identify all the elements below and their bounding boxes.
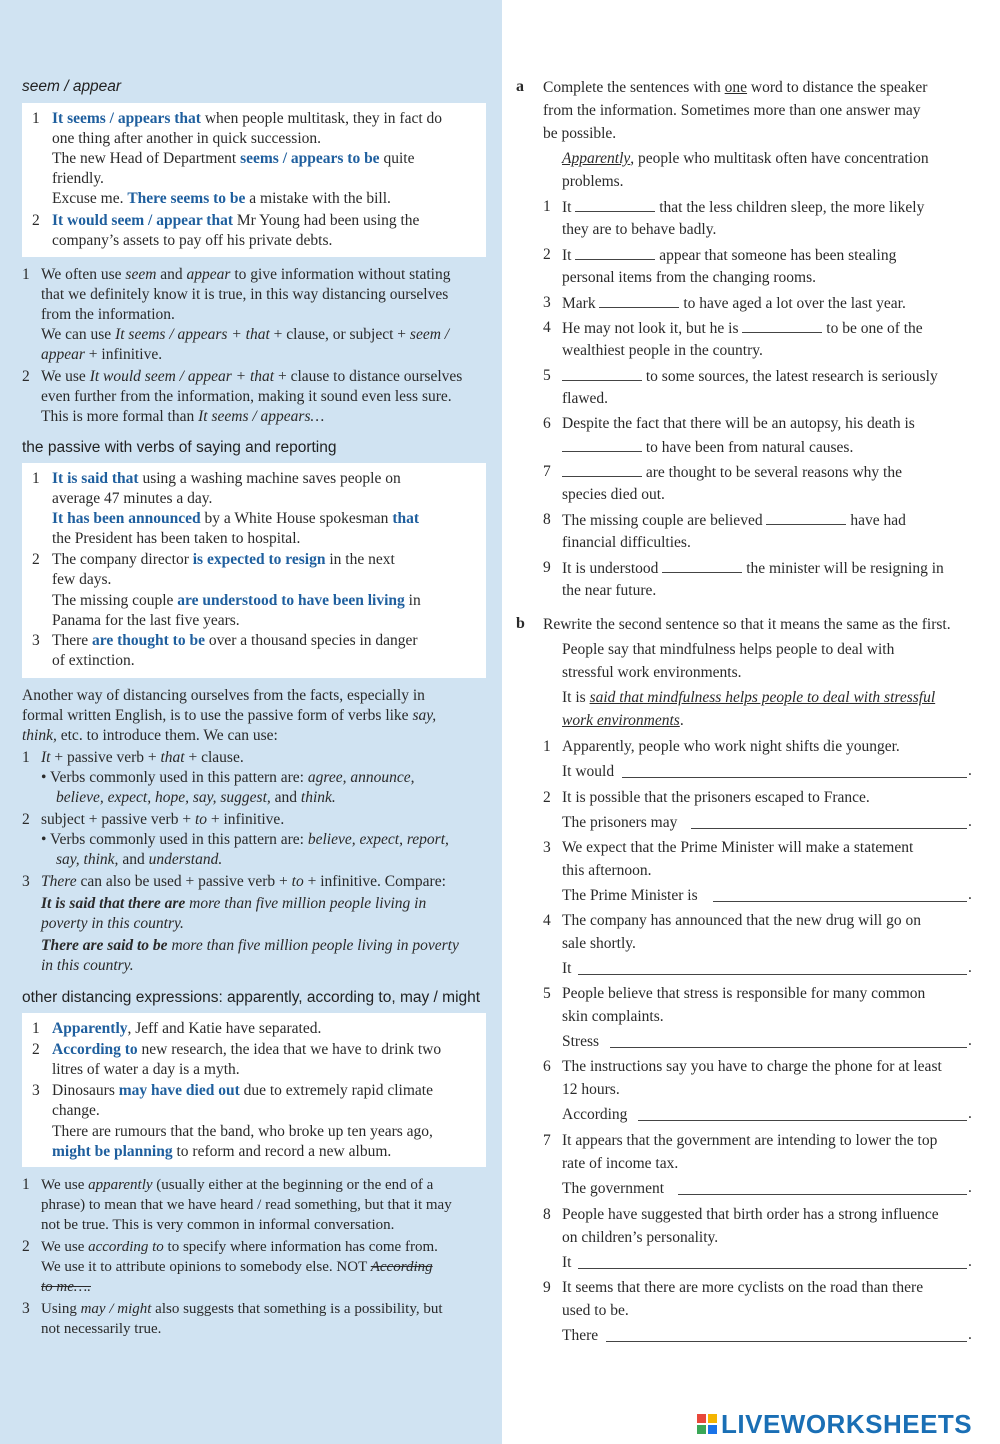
note-line: We use according to to specify where information has come from. (41, 1239, 438, 1255)
note-number: 2 (22, 368, 30, 385)
example-sentence: stressful work environments. (562, 664, 742, 681)
exercise-b-label: b (516, 615, 525, 632)
note-line: We can use It seems / appears + that + clause, or subject + seem / (41, 326, 450, 343)
answer-blank[interactable] (575, 245, 655, 260)
question-b4: The company has announced that the new drug will go on (562, 912, 921, 929)
question-b8: People have suggested that birth order has a strong influence (562, 1206, 939, 1223)
question-number: 6 (543, 1058, 551, 1075)
note-line: that we definitely know it is true, in this way distancing ourselves (41, 286, 449, 303)
question-b1-stem: It would (562, 763, 615, 780)
note-line: from the information. (41, 306, 175, 323)
note-line: There can also be used + passive verb + to + infinitive. Compare: (41, 873, 446, 890)
example-line: According to new research, the idea that we have to drink two (52, 1041, 442, 1058)
note-number: 3 (22, 1300, 30, 1317)
answer-blank[interactable] (562, 437, 642, 452)
exercise-a-instruction: be possible. (543, 125, 617, 142)
question-b1: Apparently, people who work night shifts die younger. (562, 738, 900, 755)
example-line: company’s assets to pay off his private debts. (52, 232, 333, 249)
question-number: 1 (543, 198, 551, 215)
example-number: 3 (32, 632, 40, 649)
example-sentence: Apparently, people who multitask often have concentration (562, 150, 929, 167)
example-line: Excuse me. There seems to be a mistake with the bill. (52, 190, 391, 207)
question-number: 5 (543, 367, 551, 384)
example-line: There are rumours that the band, who broke up ten years ago, (52, 1123, 433, 1140)
question-b3-cont: this afternoon. (562, 862, 652, 879)
question-a8: The missing couple are believed have had (562, 512, 906, 529)
question-number: 1 (543, 738, 551, 755)
period: . (968, 886, 972, 903)
example-line: The company director is expected to resign in the next (52, 551, 395, 568)
answer-blank[interactable] (562, 462, 642, 477)
exercise-a-instruction: Complete the sentences with one word to distance the speaker (543, 79, 928, 96)
note-line: It + passive verb + that + clause. (41, 749, 244, 766)
note-line: • Verbs commonly used in this pattern are: believe, expect, report, (41, 831, 449, 848)
example-sentence: problems. (562, 173, 624, 190)
note-line: subject + passive verb + to + infinitive. (41, 811, 285, 828)
note-line: phrase) to mean that we have heard / read something, but that it may (41, 1197, 452, 1213)
example-sentence: People say that mindfulness helps people to deal with (562, 641, 895, 658)
question-a4: He may not look it, but he is to be one of the (562, 320, 923, 337)
example-line: Panama for the last five years. (52, 612, 240, 629)
period: . (968, 959, 972, 976)
question-a1-cont: they are to behave badly. (562, 221, 717, 238)
answer-line[interactable] (678, 1193, 967, 1195)
question-b9-stem: There (562, 1327, 599, 1344)
note-line: think, etc. to introduce them. We can use: (22, 727, 278, 744)
logo-text: LIVEWORKSHEETS (721, 1408, 973, 1439)
logo-block (697, 1425, 706, 1434)
example-line: It has been announced by a White House spokesman that (52, 510, 420, 527)
logo-block (708, 1425, 717, 1434)
exercise-a-label: a (516, 78, 524, 95)
example-number: 2 (32, 1041, 40, 1058)
period: . (968, 1105, 972, 1122)
question-a7-cont: species died out. (562, 486, 665, 503)
question-a2-cont: personal items from the changing rooms. (562, 269, 816, 286)
answer-line[interactable] (610, 1046, 967, 1048)
question-b2-stem: The prisoners may (562, 814, 678, 831)
logo-blocks-icon (697, 1414, 717, 1434)
note-line: believe, expect, hope, say, suggest, and think. (56, 789, 336, 806)
question-b6: The instructions say you have to charge the phone for at least (562, 1058, 942, 1075)
example-number: 2 (32, 551, 40, 568)
period: . (968, 762, 972, 779)
question-a1: It that the less children sleep, the more likely (562, 199, 925, 216)
note-line: We use apparently (usually either at the beginning or the end of a (41, 1177, 434, 1193)
question-b7: It appears that the government are intending to lower the top (562, 1132, 938, 1149)
example-line: might be planning to reform and record a new album. (52, 1143, 392, 1160)
note-line: even further from the information, making it sound even less sure. (41, 388, 452, 405)
example-line: friendly. (52, 170, 104, 187)
question-number: 4 (543, 912, 551, 929)
example-line: litres of water a day is a myth. (52, 1061, 240, 1078)
example-line: few days. (52, 571, 112, 588)
question-b8-cont: on children’s personality. (562, 1229, 719, 1246)
period: . (968, 1253, 972, 1270)
question-number: 7 (543, 1132, 551, 1149)
note-line: not be true. This is very common in informal conversation. (41, 1217, 395, 1233)
answer-blank[interactable] (766, 510, 846, 525)
section-title-other-distancing: other distancing expressions: apparently, according to, may / might (22, 989, 481, 1006)
answer-line[interactable] (578, 1267, 967, 1269)
period: . (968, 1179, 972, 1196)
note-line: not necessarily true. (41, 1321, 162, 1337)
exercise-b-instruction: Rewrite the second sentence so that it means the same as the first. (543, 616, 951, 633)
question-b6-stem: According (562, 1106, 628, 1123)
answer-blank[interactable] (662, 558, 742, 573)
question-b3: We expect that the Prime Minister will make a statement (562, 839, 914, 856)
answer-line[interactable] (622, 776, 967, 778)
example-line: change. (52, 1102, 100, 1119)
question-a2: It appear that someone has been stealing (562, 247, 897, 264)
note-line: We often use seem and appear to give information without stating (41, 266, 451, 283)
note-line: formal written English, is to use the passive form of verbs like say, (22, 707, 437, 724)
period: . (968, 1032, 972, 1049)
example-answer: It is said that mindfulness helps people to deal with stressful (562, 689, 936, 706)
note-number: 1 (22, 1176, 30, 1193)
compare-line: There are said to be more than five million people living in poverty (41, 937, 459, 954)
exercise-a-instruction: from the information. Sometimes more than one answer may (543, 102, 921, 119)
example-line: The missing couple are understood to have been living in (52, 592, 421, 609)
question-a9: It is understood the minister will be resigning in (562, 560, 944, 577)
question-a6: Despite the fact that there will be an autopsy, his death is (562, 415, 915, 432)
note-number: 2 (22, 811, 30, 828)
note-line: Using may / might also suggests that something is a possibility, but (41, 1301, 443, 1317)
answer-line[interactable] (578, 973, 967, 975)
liveworksheets-logo[interactable] (697, 1410, 972, 1438)
answer-line[interactable] (606, 1340, 967, 1342)
note-line: say, think, and understand. (56, 851, 223, 868)
question-number: 5 (543, 985, 551, 1002)
section-title-passive: the passive with verbs of saying and reporting (22, 439, 337, 456)
question-b4-stem: It (562, 960, 572, 977)
answer-blank[interactable] (575, 197, 655, 212)
example-line: Dinosaurs may have died out due to extremely rapid climate (52, 1082, 433, 1099)
question-number: 9 (543, 1279, 551, 1296)
question-b7-stem: The government (562, 1180, 665, 1197)
question-a6-cont: to have been from natural causes. (562, 437, 853, 458)
example-number: 1 (32, 110, 40, 127)
question-b2: It is possible that the prisoners escaped to France. (562, 789, 870, 806)
question-number: 8 (543, 511, 551, 528)
example-answer: work environments. (562, 712, 684, 729)
compare-line: in this country. (41, 957, 134, 974)
example-line: Apparently, Jeff and Katie have separated. (52, 1020, 322, 1037)
note-number: 1 (22, 266, 30, 283)
question-a5-cont: flawed. (562, 390, 609, 407)
example-line: It would seem / appear that Mr Young had been using the (52, 212, 420, 229)
example-line: average 47 minutes a day. (52, 490, 213, 507)
question-a4-cont: wealthiest people in the country. (562, 342, 763, 359)
answer-line[interactable] (638, 1119, 967, 1121)
compare-line: It is said that there are more than five million people living in (41, 895, 427, 912)
question-number: 8 (543, 1206, 551, 1223)
example-line: one thing after another in quick succession. (52, 130, 322, 147)
question-number: 4 (543, 319, 551, 336)
question-b3-stem: The Prime Minister is (562, 887, 698, 904)
note-line: We use it to attribute opinions to somebody else. NOT According (41, 1259, 433, 1275)
question-b5: People believe that stress is responsible for many common (562, 985, 926, 1002)
example-line: It seems / appears that when people multitask, they in fact do (52, 110, 443, 127)
answer-line[interactable] (691, 827, 967, 829)
question-a8-cont: financial difficulties. (562, 534, 691, 551)
example-number: 3 (32, 1082, 40, 1099)
note-line: • Verbs commonly used in this pattern are: agree, announce, (41, 769, 415, 786)
passive-examples-box (22, 463, 486, 678)
note-line: We use It would seem / appear + that + clause to distance ourselves (41, 368, 463, 385)
question-b6-cont: 12 hours. (562, 1081, 620, 1098)
question-b4-cont: sale shortly. (562, 935, 636, 952)
question-a7: are thought to be several reasons why the (562, 462, 902, 483)
question-number: 3 (543, 839, 551, 856)
question-b9: It seems that there are more cyclists on the road than there (562, 1279, 924, 1296)
question-b5-stem: Stress (562, 1033, 600, 1050)
question-number: 2 (543, 246, 551, 263)
note-number: 2 (22, 1238, 30, 1255)
example-number: 1 (32, 1020, 40, 1037)
question-a3: Mark to have aged a lot over the last year. (562, 295, 906, 312)
question-b5-cont: skin complaints. (562, 1008, 664, 1025)
logo-block (708, 1414, 717, 1423)
question-b8-stem: It (562, 1254, 572, 1271)
example-number: 1 (32, 470, 40, 487)
example-line: the President has been taken to hospital. (52, 530, 301, 547)
section-title-seem-appear: seem / appear (22, 78, 122, 95)
example-line: of extinction. (52, 652, 135, 669)
example-number: 2 (32, 212, 40, 229)
period: . (968, 1326, 972, 1343)
exercise-column (502, 0, 1000, 1444)
note-line: appear + infinitive. (41, 346, 163, 363)
answer-line[interactable] (713, 900, 967, 902)
example-line: It is said that using a washing machine saves people on (52, 470, 401, 487)
answer-blank[interactable] (742, 318, 822, 333)
note-number: 1 (22, 749, 30, 766)
question-b9-cont: used to be. (562, 1302, 629, 1319)
question-number: 2 (543, 789, 551, 806)
example-line: The new Head of Department seems / appears to be quite (52, 150, 415, 167)
seem-examples-box (22, 103, 486, 257)
period: . (968, 813, 972, 830)
question-number: 7 (543, 463, 551, 480)
question-a5: to some sources, the latest research is seriously (562, 366, 938, 387)
note-number: 3 (22, 873, 30, 890)
other-examples-box (22, 1013, 486, 1167)
note-line: to me…. (41, 1279, 91, 1295)
logo-block (697, 1414, 706, 1423)
question-number: 6 (543, 415, 551, 432)
note-line: This is more formal than It seems / appears… (41, 408, 325, 425)
note-line: Another way of distancing ourselves from the facts, especially in (22, 687, 425, 704)
question-b7-cont: rate of income tax. (562, 1155, 679, 1172)
question-number: 3 (543, 294, 551, 311)
answer-blank[interactable] (562, 366, 642, 381)
example-line: There are thought to be over a thousand species in danger (52, 632, 418, 649)
answer-blank[interactable] (599, 293, 679, 308)
question-number: 9 (543, 559, 551, 576)
compare-line: poverty in this country. (41, 915, 184, 932)
question-a9-cont: the near future. (562, 582, 657, 599)
